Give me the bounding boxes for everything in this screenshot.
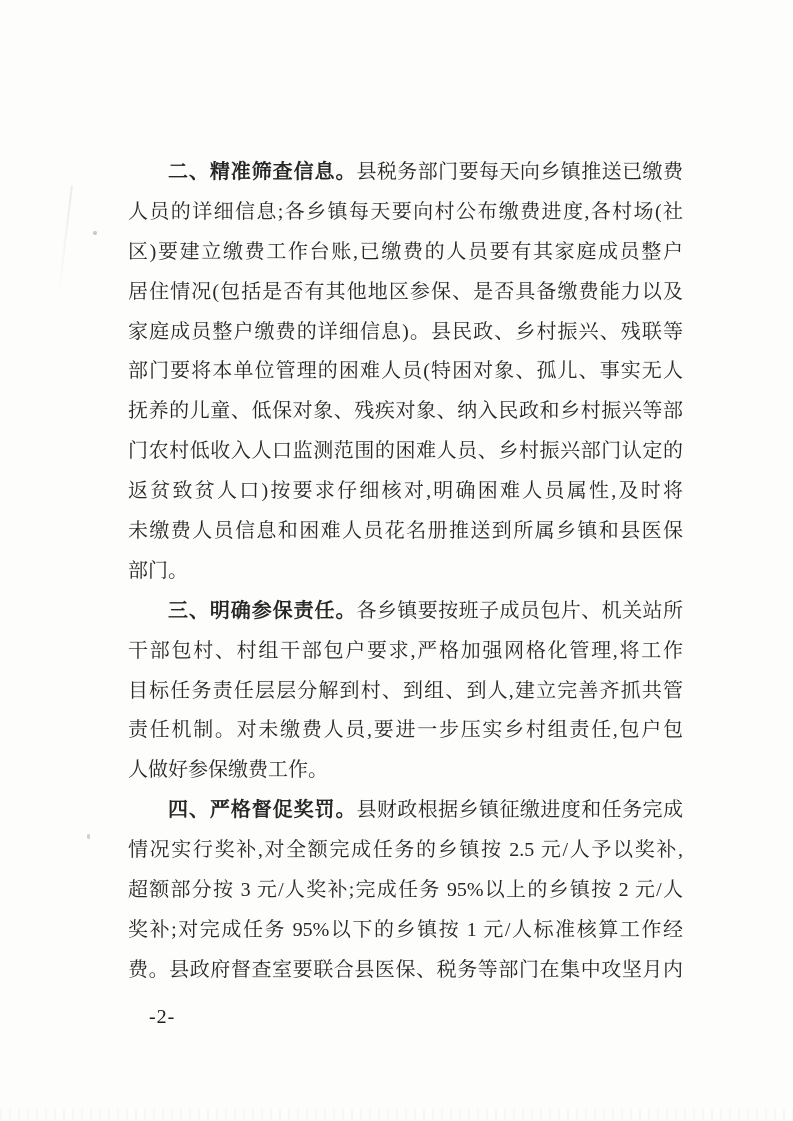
line-text: 居住情况(包括是否有其他地区参保、是否具备缴费能力以及 bbox=[128, 280, 683, 303]
text-line bbox=[128, 632, 683, 672]
text-line bbox=[128, 233, 683, 273]
text-line bbox=[128, 751, 683, 791]
text-line bbox=[128, 392, 683, 432]
line-text: 人做好参保缴费工作。 bbox=[128, 759, 328, 782]
line-text: 县财政根据乡镇征缴进度和任务完成 bbox=[356, 799, 683, 822]
text-line bbox=[128, 432, 683, 472]
line-text: 部门要将本单位管理的困难人员(特困对象、孤儿、事实无人 bbox=[128, 360, 683, 383]
line-text: 返贫致贫人口)按要求仔细核对,明确困难人员属性,及时将 bbox=[128, 480, 683, 503]
line-text: 家庭成员整户缴费的详细信息)。县民政、乡村振兴、残联等 bbox=[128, 320, 683, 343]
text-line bbox=[128, 592, 683, 632]
line-text: 县税务部门要每天向乡镇推送已缴费 bbox=[356, 161, 683, 183]
scan-speck bbox=[93, 231, 97, 235]
scan-speck bbox=[87, 834, 90, 839]
text-line bbox=[128, 193, 683, 233]
text-line bbox=[128, 153, 683, 193]
line-text: 抚养的儿童、低保对象、残疾对象、纳入民政和乡村振兴等部 bbox=[128, 400, 683, 423]
line-text: 目标任务责任层层分解到村、到组、到人,建立完善齐抓共管 bbox=[128, 679, 683, 702]
line-text: 部门。 bbox=[128, 559, 188, 582]
text-line bbox=[128, 791, 683, 831]
section-heading: 三、明确参保责任。 bbox=[168, 599, 357, 622]
line-text: 奖补;对完成任务 95%以下的乡镇按 1 元/人标准核算工作经 bbox=[128, 918, 683, 941]
line-text: 各乡镇要按班子成员包片、机关站所 bbox=[356, 599, 683, 622]
scan-noise-artifact bbox=[0, 1109, 793, 1121]
text-line bbox=[128, 512, 683, 552]
line-text: 区)要建立缴费工作台账,已缴费的人员要有其家庭成员整户 bbox=[128, 240, 683, 263]
text-line bbox=[128, 911, 683, 951]
text-line bbox=[128, 951, 683, 991]
text-line bbox=[128, 871, 683, 911]
text-line bbox=[128, 552, 683, 592]
line-text: 超额部分按 3 元/人奖补;完成任务 95%以上的乡镇按 2 元/人 bbox=[128, 879, 683, 902]
line-text: 费。县政府督查室要联合县医保、税务等部门在集中攻坚月内 bbox=[128, 958, 683, 981]
document-body bbox=[128, 153, 683, 991]
text-line bbox=[128, 831, 683, 871]
line-text: 情况实行奖补,对全额完成任务的乡镇按 2.5 元/人予以奖补, bbox=[128, 839, 683, 862]
text-line bbox=[128, 711, 683, 751]
line-text: 责任机制。对未缴费人员,要进一步压实乡村组责任,包户包 bbox=[128, 719, 683, 742]
text-line bbox=[128, 313, 683, 353]
section-heading: 二、精准筛查信息。 bbox=[168, 161, 357, 183]
text-line bbox=[128, 273, 683, 313]
line-text: 未缴费人员信息和困难人员花名册推送到所属乡镇和县医保 bbox=[128, 520, 683, 543]
page-number: -2- bbox=[149, 1006, 176, 1028]
section-heading: 四、严格督促奖罚。 bbox=[168, 799, 357, 822]
scan-streak-artifact bbox=[57, 185, 73, 299]
text-line bbox=[128, 352, 683, 392]
text-line bbox=[128, 472, 683, 512]
line-text: 人员的详细信息;各乡镇每天要向村公布缴费进度,各村场(社 bbox=[128, 200, 683, 223]
line-text: 干部包村、村组干部包户要求,严格加强网格化管理,将工作 bbox=[128, 639, 683, 662]
line-text: 门农村低收入人口监测范围的困难人员、乡村振兴部门认定的 bbox=[128, 440, 683, 463]
text-line bbox=[128, 672, 683, 712]
